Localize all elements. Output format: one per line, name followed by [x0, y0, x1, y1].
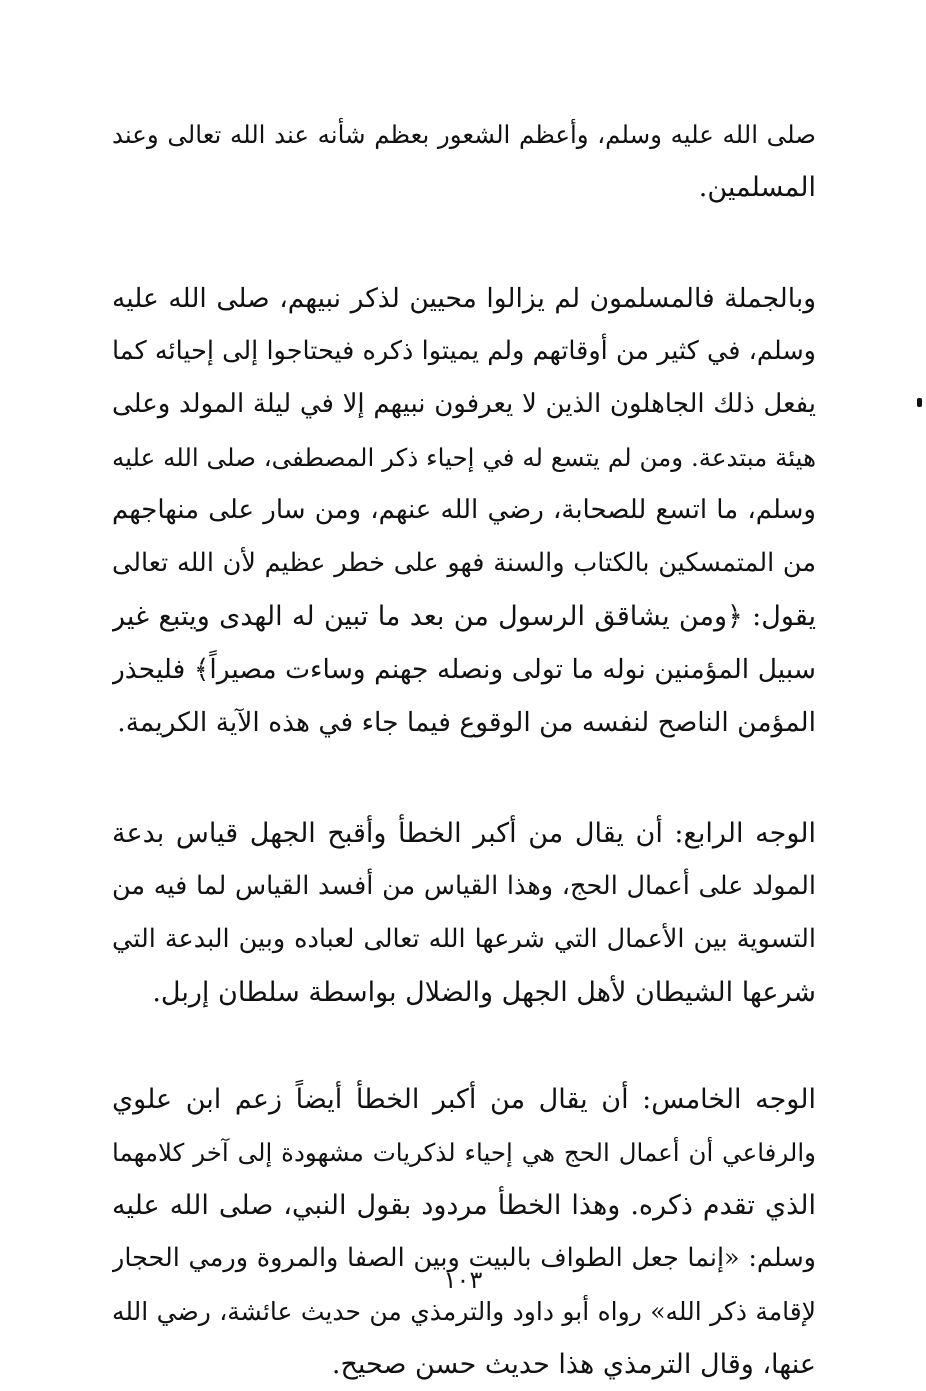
page-body — [112, 108, 816, 1391]
page-number: ١٠٣ — [443, 1266, 483, 1294]
text-line: وسلم، ما اتسع للصحابة، رضي الله عنهم، ومن سار على منهاجهم — [112, 495, 816, 525]
paragraph-gap — [112, 1019, 816, 1073]
text-line: شرعها الشيطان لأهل الجهل والضلال بواسطة سلطان إربل. — [152, 977, 816, 1008]
text-line: التسوية بين الأعمال التي شرعها الله تعالى لعباده وبين البدعة التي — [112, 924, 816, 954]
text-line: من المتمسكين بالكتاب والسنة فهو على خطر عظيم لأن الله تعالى — [112, 548, 816, 578]
text-line: وسلم: «إنما جعل الطواف بالبيت وبين الصفا والمروة ورمي الحجار — [112, 1243, 816, 1273]
text-line: وسلم، في كثير من أوقاتهم ولم يميتوا ذكره فيحتاجوا إلى إحيائه كما — [112, 336, 816, 366]
margin-mark — [917, 398, 922, 407]
paragraph — [112, 272, 816, 749]
text-line: يفعل ذلك الجاهلون الذين لا يعرفون نبيهم إلا في ليلة المولد وعلى — [112, 389, 816, 419]
text-line: هيئة مبتدعة. ومن لم يتسع له في إحياء ذكر المصطفى، صلى الله عليه — [112, 443, 816, 472]
text-line: صلى الله عليه وسلم، وأعظم الشعور بعظم شأنه عند الله تعالى وعند — [112, 120, 816, 149]
text-line: المؤمن الناصح لنفسه من الوقوع فيما جاء في هذه الآية الكريمة. — [117, 707, 816, 738]
text-line: الوجه الرابع: أن يقال من أكبر الخطأ وأقبح الجهل قياس بدعة — [112, 818, 816, 849]
text-line: الذي تقدم ذكره. وهذا الخطأ مردود بقول النبي، صلى الله عليه — [112, 1190, 816, 1221]
paragraph — [112, 807, 816, 1019]
text-line: يقول: ﴿ومن يشاقق الرسول من بعد ما تبين له الهدى ويتبع غير — [112, 601, 816, 632]
text-line: الوجه الخامس: أن يقال من أكبر الخطأ أيضاً زعم ابن علوي — [112, 1084, 816, 1115]
text-line: وبالجملة فالمسلمون لم يزالوا محيين لذكر نبيهم، صلى الله عليه — [112, 283, 816, 314]
text-line: عنها، وقال الترمذي هذا حديث حسن صحيح. — [331, 1349, 816, 1380]
paragraph — [112, 1073, 816, 1391]
text-line: المولد على أعمال الحج، وهذا القياس من أفسد القياس لما فيه من — [112, 871, 816, 901]
text-line: سبيل المؤمنين نوله ما تولى ونصله جهنم وساءت مصيراً﴾ فليحذر — [112, 654, 816, 685]
paragraph — [112, 108, 816, 214]
paragraph-gap — [112, 214, 816, 272]
text-line: والرفاعي أن أعمال الحج هي إحياء لذكريات مشهودة إلى آخر كلامهما — [112, 1138, 816, 1167]
text-line: لإقامة ذكر الله» رواه أبو داود والترمذي من حديث عائشة، رضي الله — [112, 1297, 816, 1326]
paragraph-gap — [112, 749, 816, 807]
text-line: المسلمين. — [698, 172, 816, 203]
